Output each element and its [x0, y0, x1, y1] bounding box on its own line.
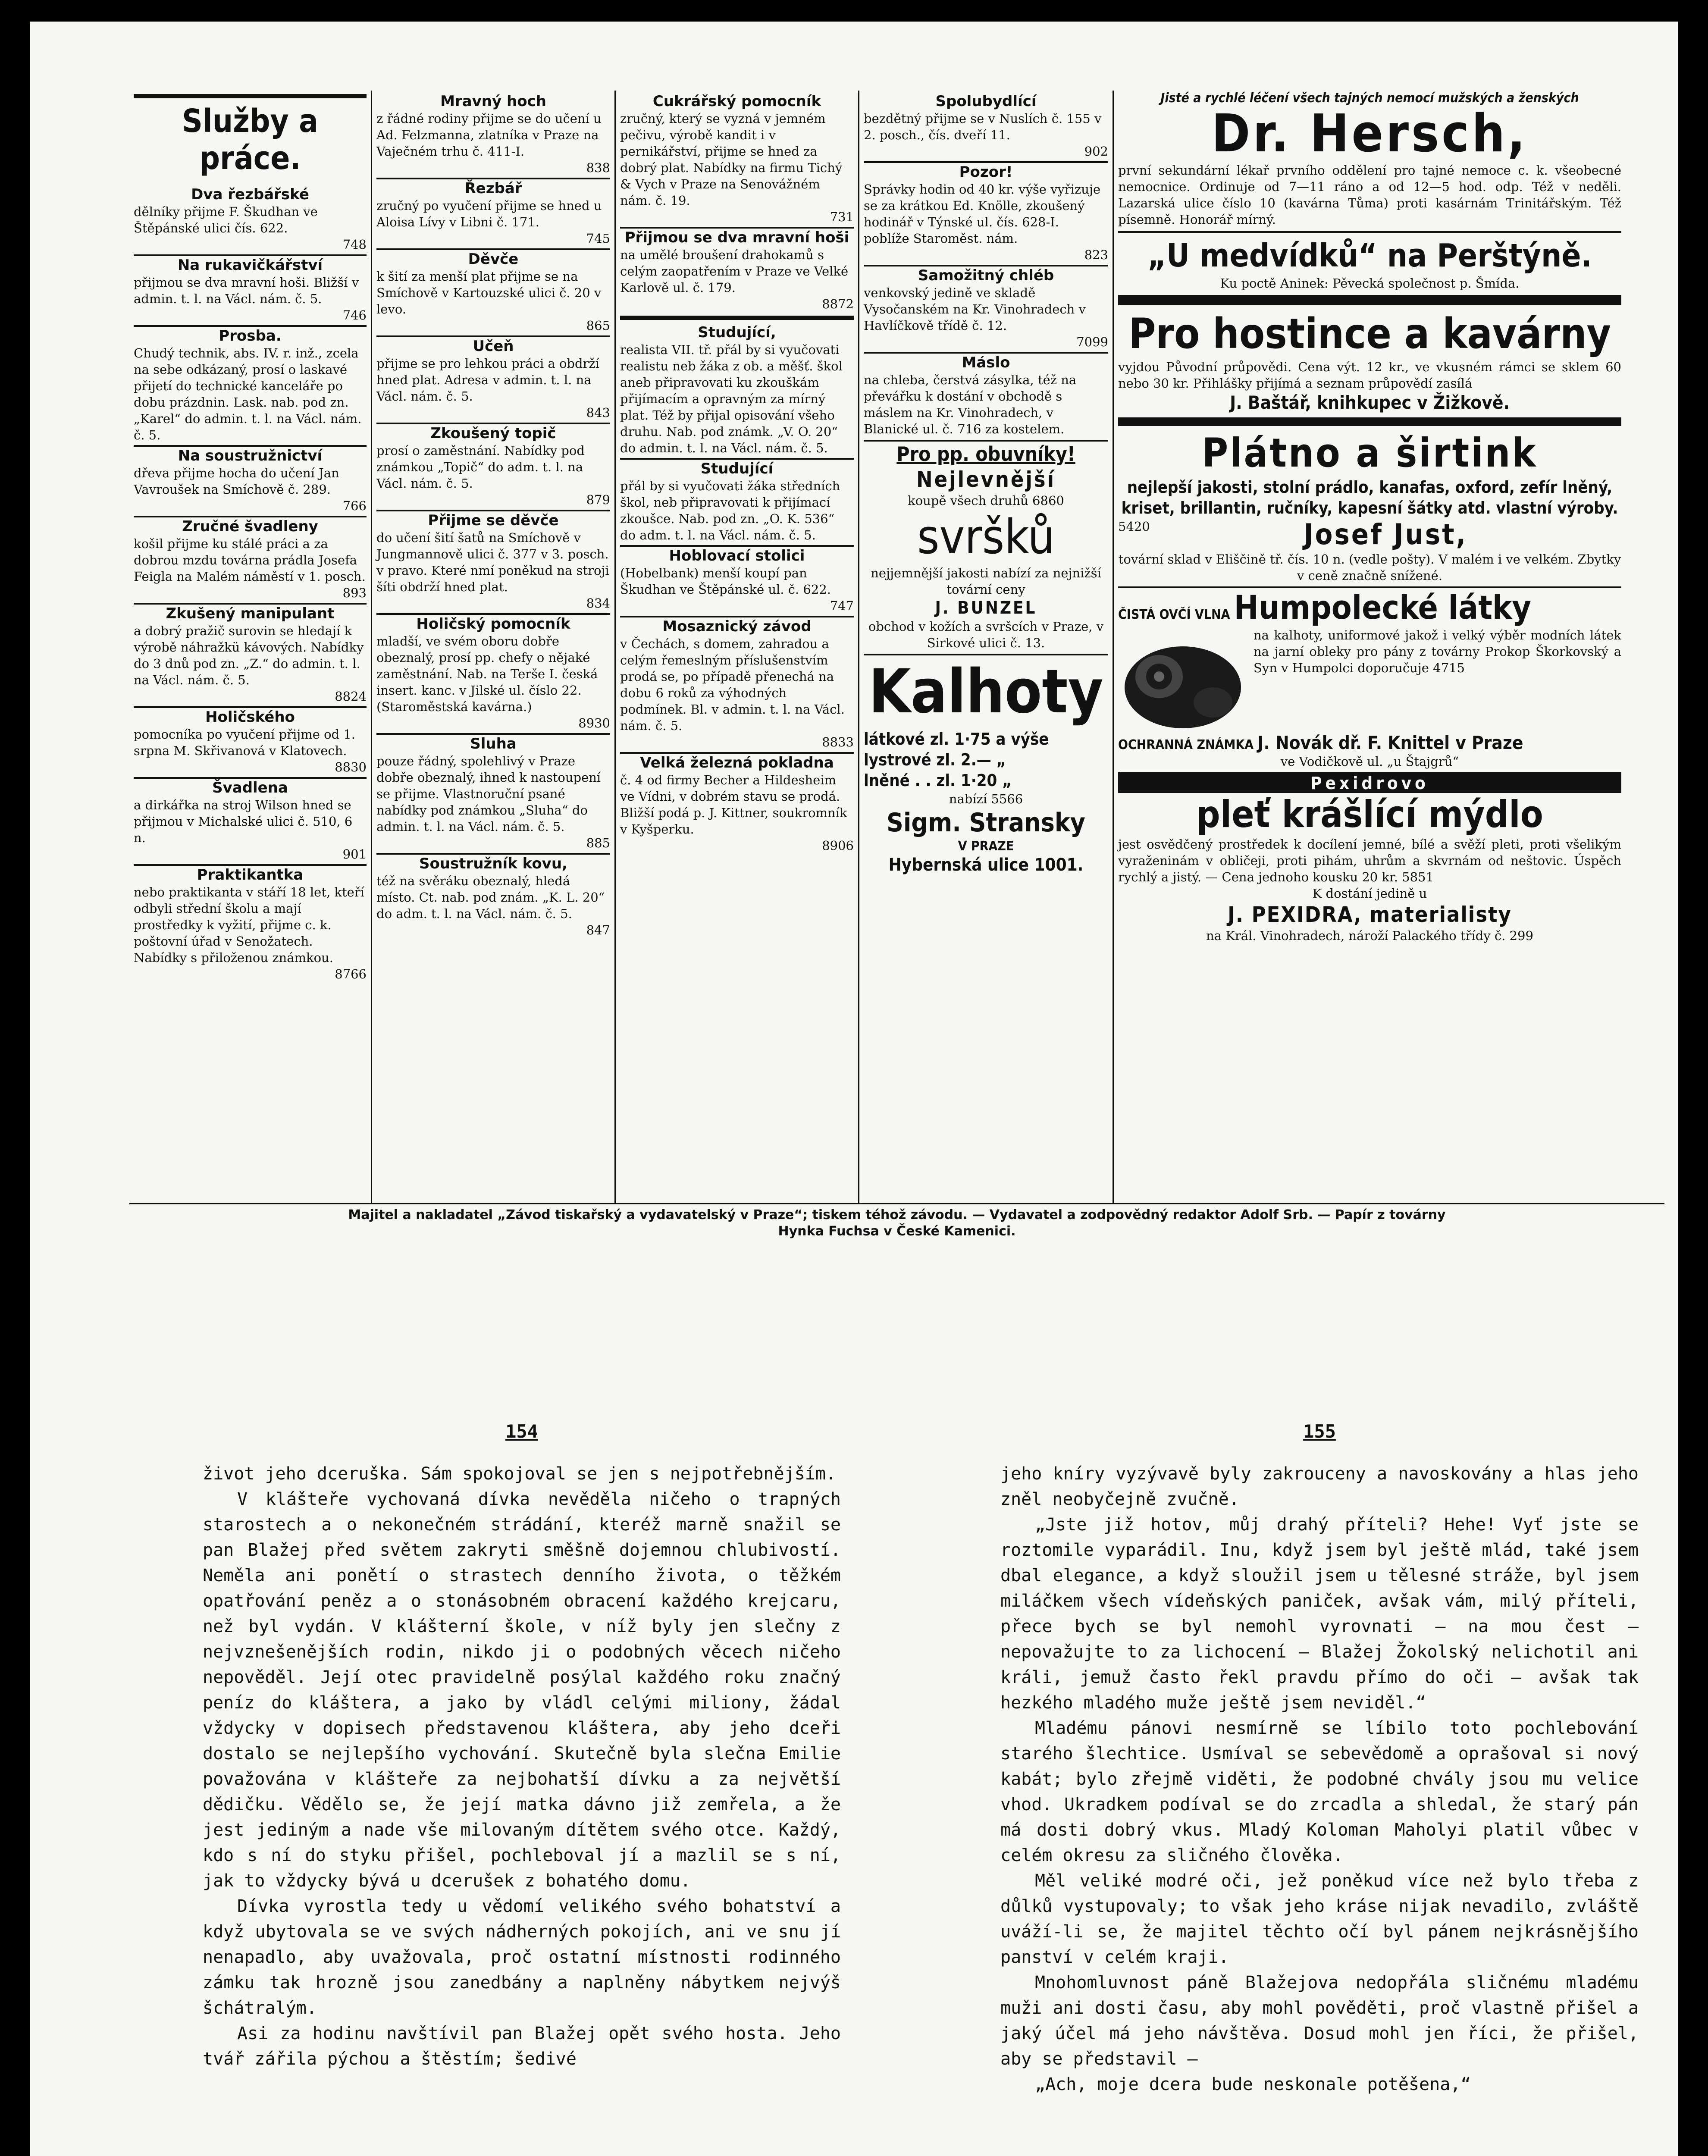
- ad-title: Zručné švadleny: [134, 516, 367, 536]
- ad-text: zručný po vyučení přijme se hned u Aloisa Lívy v Libni č. 171.: [376, 198, 602, 229]
- ad-title: Přijme se děvče: [376, 510, 610, 530]
- paragraph: jeho kníry vyzývavě byly zakrouceny a navoskovány a hlas jeho zněl neobyčejně zvučně.: [1000, 1464, 1639, 1509]
- ad-number: 8830: [335, 760, 367, 774]
- ad-text: tovární sklad v Eliščině tř. čís. 10 n. (vedle pošty). V malém i ve velkém. Zbytky v ceně značně snížené.: [1118, 552, 1621, 583]
- ad-block: [376, 248, 610, 334]
- ad-title: Praktikantka: [134, 864, 367, 884]
- ad-text: [1118, 836, 1621, 885]
- shoemaker-name: J. BUNZEL: [935, 598, 1037, 618]
- ad-text: též na svěráku obeznalý, hledá místo. Ct. nab. pod znám. „K. L. 20“ do adm. t. l. na Václ. nám. č. 5.: [376, 874, 605, 921]
- ad-title: Mravný hoch: [440, 93, 546, 110]
- ad-number: 823: [1084, 248, 1108, 262]
- ad-title: Na soustružnictví: [134, 445, 367, 465]
- ad-title: Prosba.: [134, 325, 367, 345]
- ad-title: Holičský pomocník: [376, 613, 610, 633]
- ad-title: Samožitný chléb: [864, 265, 1108, 285]
- ad-block: [376, 510, 610, 611]
- ad-number: 745: [586, 231, 610, 246]
- ad-text: do učení šití šatů na Smíchově v Jungmannově ulici č. 377 v 3. posch. v pravo. Které nmí poněkud na stroji šíti obdrží hned plat.: [376, 530, 609, 594]
- trousers-line: látkové zl. 1·75 a výše: [864, 730, 1049, 749]
- ad-number: 885: [586, 836, 610, 850]
- ad-block: [376, 853, 610, 938]
- trousers-ad: [864, 654, 1108, 875]
- ad-block: [376, 613, 610, 731]
- paragraph: Asi za hodinu navštívil pan Blažej opět svého hosta. Jeho tvář zářila pýchou a štěstím; šedivé: [203, 2024, 841, 2069]
- ad-text: nejlepší jakosti, stolní prádlo, kanafas, oxford, zefír lněný, kriset, brillantin, ručníky, kapesní šátky atd. vlastní výroby.: [1121, 478, 1618, 517]
- ad-text: a dirkářka na stroj Wilson hned se přijmou v Michalské ulici č. 510, 6 n.: [134, 798, 353, 845]
- ad-number: 7099: [1076, 335, 1108, 349]
- ad-block: [864, 161, 1108, 263]
- just-name: Josef Just,: [1304, 518, 1468, 551]
- ad-text: realista VII. tř. přál by si vyučovati realistu neb žáka z ob. a měšť. škol aneb připravovati ku zkouškám přijímacím a opravným za mírný plat. Též by přijal opisování všeho druhu. Nab. pod známk. „V. O. 20“ do admin. t. l. na Václ. nám. č. 5.: [620, 342, 843, 455]
- ad-text: pouze řádný, spolehlivý v Praze dobře obeznalý, ihned k nastoupení se přijme. Vlastnoruční psané nabídky pod známkou „Sluha“ do admin. t. l. na Václ. nám. č. 5.: [376, 754, 601, 834]
- paragraph: Dívka vyrostla tedy u vědomí velikého svého bohatství a když ubytovala se ve svých nádherných pokojích, ani ve snu jí nenapadlo, aby uvažovala, proč ostatní místnosti rodinného zámku tak hrozně jsou zanedbány a naplněny nábytkem nejvýš šchátralým.: [203, 1896, 841, 2018]
- trousers-offer: [864, 791, 1108, 807]
- ad-number: 8906: [822, 838, 854, 853]
- soap-text: jest osvědčený prostředek k docílení jemné, bílé a svěží pleti, proti všelikým vyraženinám v obličeji, proti pihám, uhrům a skvrnám od neštovic. Úspěch rychlý a jistý. — Cena jednoho kousku 20 kr.: [1118, 837, 1621, 884]
- ad-text: dřeva přijme hocha do učení Jan Vavroušek na Smíchově č. 289.: [134, 466, 339, 497]
- ad-title: Zkoušený topič: [376, 423, 610, 442]
- doctor-name: Dr. Hersch,: [1211, 104, 1528, 164]
- humpolec-text: na kalhoty, uniformové jakož i velký výběr modních látek na jarní obleky pro pány z továrny Prokop Škorkovský a Syn v Humpolci doporučuje: [1254, 628, 1621, 675]
- newspaper-footer: [129, 1203, 1664, 1240]
- ad-title: Na rukavičkářství: [134, 254, 367, 274]
- ad-block: [134, 864, 367, 982]
- ad-title: Hoblovací stolici: [620, 545, 854, 565]
- ad-number: 847: [586, 923, 610, 937]
- ad-title: Spolubydlící: [935, 93, 1037, 110]
- bear-inn-title: „U medvídků“ na Perštýně.: [1147, 237, 1592, 274]
- ad-title: Pozor!: [864, 161, 1108, 181]
- ad-text: obchod v kožích a svršcích v Praze, v Sirkové ulici č. 13.: [868, 619, 1104, 650]
- paragraph: „Jste již hotov, můj drahý příteli? Hehe! Vyť jste se roztomile vyparádil. Inu, když jsem byl ještě mlád, také jsem dbal elegance, a když sloužil jsem u tělesné stráže, byl jsem miláčkem všech vídeňských paniček, avšak vám, milý příteli, přece bych se byl nemohl vyrovnati — na mou čest — nepovažujte to za lichocení — Blažej Žokolský nelichotil ani králi, jemuž často řekl pravdu přímo do oči — avšak tak hezkého mladého muže ještě jsem neviděl.“: [1000, 1515, 1639, 1713]
- wool-label: ČISTÁ OVČÍ VLNA: [1118, 607, 1230, 622]
- ad-title: Přijmou se dva mravní hoši: [620, 227, 854, 247]
- ad-text: Chudý technik, abs. IV. r. inž., zcela na sebe odkázaný, prosí o laskavé přijetí do technické kanceláře po dobu prázdnin. Lask. nab. pod zn. „Karel“ do admin. t. l. na Václ. nám. č. 5.: [134, 346, 362, 442]
- ad-text: na Král. Vinohradech, nároží Palackého třídy č. 299: [1206, 928, 1533, 943]
- ad-block: [864, 265, 1108, 350]
- ad-title: Děvče: [376, 248, 610, 268]
- ad-number: 4715: [1433, 661, 1465, 675]
- ad-text: vyjdou Původní průpovědi. Cena výt. 12 kr., ve vkusném rámci se sklem 60 nebo 30 kr. Přihlášky přijímá a seznam průpovědí zasílá: [1118, 360, 1621, 391]
- trademark-line: [1118, 732, 1621, 753]
- ad-title: Sluha: [376, 733, 610, 753]
- ad-block: [620, 545, 854, 614]
- inns-title: Pro hostince a kavárny: [1128, 310, 1611, 358]
- ad-text: bezdětný přijme se v Nuslích č. 155 v 2. posch., čís. dveří 11.: [864, 111, 1102, 142]
- ad-block: [620, 616, 854, 750]
- ad-text: Ku poctě Aninek: Pěvecká společnost p. Šmída.: [1220, 276, 1520, 291]
- ad-text: zručný, který se vyzná v jemném pečivu, výrobě kandit i v pernikářství, přijme se hned za dobrý plat. Nabídky na firmu Tichý & Vych v Praze na Senovážném nám. č. 19.: [620, 111, 843, 208]
- shoemaker-sub2: [864, 492, 1108, 509]
- ad-text: (Hobelbank) menší koupí pan Škudhan ve Štěpánské ul. č. 622.: [620, 566, 831, 597]
- ad-text: venkovský jedině ve skladě Vysočanském na Kr. Vinohradech v Havlíčkově třídě č. 12.: [864, 285, 1086, 333]
- pexidra-name: J. PEXIDRA, materialisty: [1228, 902, 1512, 927]
- ad-title: Švadlena: [134, 777, 367, 797]
- ad-text: č. 4 od firmy Becher a Hildesheim ve Vídni, v dobrém stavu se prodá. Bližší podá p. J. Kittner, soukromník v Kyšperku.: [620, 773, 847, 837]
- ad-title: Řezbář: [376, 178, 610, 197]
- ad-block: [134, 603, 367, 705]
- ads-column-2: [371, 91, 614, 1203]
- ad-text: přijme se pro lehkou práci a obdrží hned plat. Adresa v admin. t. l. na Václ. nám. č. 5.: [376, 356, 599, 404]
- section-heading: Služby a práce.: [182, 103, 319, 177]
- ad-block: [376, 335, 610, 421]
- ad-number: 893: [342, 586, 367, 600]
- trousers-big: Kalhoty: [868, 657, 1103, 727]
- ad-text: první sekundární lékař prvního oddělení pro tajné nemoce c. k. všeobecné nemocnice. Ordinuje od 7—11 ráno a od 12—5 hod. odp. Též v neděli. Lazarská ulice číslo 10 (kavárna Tůma) proti kasárnám Trinitářským. Též písemně. Honorář mírný.: [1118, 163, 1621, 227]
- ad-number: 746: [342, 308, 367, 323]
- ad-block: [376, 423, 610, 508]
- ad-number: 766: [342, 498, 367, 513]
- ad-title: Velká železná pokladna: [620, 752, 854, 772]
- trousers-name: Sigm. Stransky: [887, 808, 1085, 838]
- just-line: [1118, 518, 1621, 551]
- ad-number: 843: [586, 405, 610, 420]
- ad-number: 8833: [822, 735, 854, 749]
- novak-name: J. Novák dř. F. Knittel v Praze: [1257, 732, 1523, 753]
- shoemaker-title: Pro pp. obuvníky!: [896, 442, 1075, 466]
- ad-title: Studující: [620, 458, 854, 478]
- ad-block: [376, 733, 610, 851]
- ad-text: mladší, ve svém oboru dobře obeznalý, prosí pp. chefy o nějaké zaměstnání. Nab. na Terše I. česká insert. kanc. v Jilské ul. číslo 22. (Staroměstská kavárna.): [376, 634, 598, 714]
- ads-column-3: [614, 91, 858, 1203]
- trademark-label: OCHRANNÁ ZNÁMKA: [1118, 737, 1254, 752]
- paragraph: Mnohomluvnost páně Blažejova nedopřála sličnému mladému muži ani dosti času, aby mohl pověděti, proč vlastně přišel a jaký účel má jeho návštěva. Dosud mohl jen říci, že přišel, aby se představil —: [1000, 1973, 1639, 2069]
- paragraph: „Ach, moje dcera bude neskonale potěšena,“: [1035, 2075, 1471, 2094]
- soap-title: pleť krášlící mýdlo: [1196, 793, 1543, 836]
- shoemaker-sub2-text: koupě všech druhů: [908, 493, 1028, 508]
- ad-block: [134, 706, 367, 775]
- trousers-address: Hybernská ulice 1001.: [888, 855, 1084, 875]
- ad-block: [620, 92, 854, 225]
- ad-number: 731: [830, 210, 854, 224]
- ad-number: 902: [1084, 144, 1108, 159]
- ad-number: 834: [586, 596, 610, 611]
- ad-title: Učeň: [376, 335, 610, 355]
- book-page-right: [1000, 1419, 1639, 2097]
- ad-block: [134, 185, 367, 253]
- ad-title: Studující,: [698, 324, 776, 341]
- paragraph: Měl veliké modré oči, jež poněkud více než bylo třeba z důlků vystupovaly; to však jeho kráse nijak nevadilo, zvláště uváží-li se, že majitel těchto očí byl pánem nejkrásnějšího panství v celém kraji.: [1000, 1871, 1639, 1967]
- ad-block: [134, 516, 367, 601]
- ad-number: 879: [586, 492, 610, 507]
- ad-text: nejjemnější jakosti nabízí za nejnižší tovární ceny: [871, 566, 1101, 597]
- ad-block: [134, 325, 367, 443]
- ad-text: přijmou se dva mravní hoši. Bližší v admin. t. l. na Václ. nám. č. 5.: [134, 275, 359, 306]
- soap-ad: [1118, 772, 1621, 944]
- ram-icon-svg: [1118, 627, 1247, 735]
- trousers-city: V PRAZE: [958, 839, 1014, 854]
- humpolec-title: Humpolecké látky: [1234, 588, 1531, 627]
- ads-column-1: [129, 91, 371, 1203]
- shoemaker-ad: [864, 440, 1108, 651]
- ad-text: na chleba, čerstvá zásylka, též na převářku k dostání v obchodě s máslem na Kr. Vinohradech, v Blanické ul. č. 716 za kostelem.: [864, 373, 1077, 436]
- column-top-rule: [134, 94, 367, 98]
- ad-block: [620, 458, 854, 543]
- column-rule: [1118, 231, 1621, 233]
- ad-number: 865: [586, 318, 610, 333]
- ad-number: 838: [586, 160, 610, 175]
- ad-title: Zkušený manipulant: [134, 603, 367, 623]
- ad-text: Správky hodin od 40 kr. výše vyřizuje se za krátkou Ed. Knölle, zkoušený hodinář v Týnské ul. čís. 628-I. poblíže Staroměst. nám.: [864, 182, 1101, 246]
- page-number: 154: [505, 1421, 538, 1442]
- column-rule: [1118, 417, 1621, 426]
- pexidrovo-banner: [1118, 774, 1621, 793]
- paragraph: Mladému pánovi nesmírně se líbilo toto pochlebování starého šlechtice. Usmíval se sebevědomě a oprašoval si nový kabát; bylo zřejmě viděti, že podobné chvály jsou mu velice vhod. Ukradkem podíval se do zrcadla a shledal, že starý pán má dosti dobrý vkus. Mladý Koloman Maholyi platil vůbec v celém okresu za sličného člověka.: [1000, 1718, 1639, 1865]
- ad-title: Soustružník kovu,: [376, 853, 610, 873]
- ram-icon: [1118, 627, 1247, 735]
- ad-block: [620, 752, 854, 854]
- pexidrovo-label: Pexidrovo: [1310, 774, 1429, 793]
- ad-text: na umělé broušení drahokamů s celým zaopatřením v Praze ve Velké Karlově ul. č. 179.: [620, 248, 849, 295]
- ad-title: Máslo: [864, 352, 1108, 372]
- shoemaker-sub: Nejlevnější: [916, 467, 1056, 492]
- ad-text: ve Vodičkově ul. „u Štajgrů“: [1280, 754, 1459, 769]
- doctor-top: Jisté a rychlé léčení všech tajných nemocí mužských a ženských: [1160, 91, 1579, 106]
- ad-number: 5851: [1402, 870, 1434, 884]
- ad-number: 8872: [822, 297, 854, 311]
- ad-block: [376, 92, 610, 176]
- ad-title: Holičského: [134, 706, 367, 726]
- ads-column-4: [858, 91, 1113, 1203]
- shoemaker-big: svršků: [917, 509, 1055, 564]
- ad-title: Cukrářský pomocník: [652, 93, 821, 110]
- ad-block: [620, 323, 854, 456]
- ad-block: [864, 92, 1108, 160]
- ad-text: pomocníka po vyučení přijme od 1. srpna M. Skřivanová v Klatovech.: [134, 727, 355, 758]
- ad-text: k šití za menší plat přijme se na Smíchově v Kartouzské ulici č. 20 v levo.: [376, 269, 602, 317]
- ad-block: [134, 445, 367, 514]
- humpolec-ad: [1118, 586, 1621, 770]
- book-page-left: [203, 1419, 841, 2072]
- ad-text: v Čechách, s domem, zahradou a celým řemeslným příslušenstvím prodá se, po případě přenechá na dobu 6 roků za výhodných podmínek. Bl. v admin. t. l. na Václ. nám. č. 5.: [620, 636, 845, 733]
- ad-number: 6860: [1032, 493, 1064, 508]
- ad-text: K dostání jedině u: [1312, 886, 1427, 901]
- ad-title: Mosaznický závod: [620, 616, 854, 636]
- ad-number: 8930: [578, 716, 610, 730]
- ad-number: 5566: [991, 792, 1023, 806]
- ad-block: [864, 352, 1108, 437]
- column-rule: [620, 316, 854, 320]
- humpolec-header: [1118, 588, 1621, 627]
- ad-number: 747: [830, 599, 854, 613]
- ad-text: a dobrý pražič surovin se hledají k výrobě náhražkü kávových. Nabídky do 3 dnů pod zn. „Z.“ do admin. t. l. na Václ. nám. č. 5.: [134, 624, 364, 687]
- ad-text: přál by si vyučovati žáka středních škol, neb připravovati k přijímací zkoušce. Nab. pod zn. „O. K. 536“ do adm. t. l. na Václ. nám. č. 5.: [620, 479, 840, 542]
- linen-title: Plátno a širtink: [1202, 430, 1538, 476]
- trousers-line: lystrové zl. 2.— „: [864, 750, 1006, 769]
- ad-number: 8824: [335, 689, 367, 704]
- page-number: 155: [1303, 1421, 1336, 1442]
- trousers-line: lněné . . zl. 1·20 „: [864, 771, 1012, 790]
- ad-number: 901: [342, 847, 367, 862]
- ad-block: [620, 227, 854, 312]
- ad-text: prosí o zaměstnání. Nabídky pod známkou „Topič“ do adm. t. l. na Václ. nám. č. 5.: [376, 443, 585, 491]
- ad-number: 5420: [1118, 519, 1150, 534]
- footer-line: Hynka Fuchsa v České Kamenici.: [778, 1224, 1016, 1239]
- ads-column-5: [1113, 91, 1626, 1203]
- ad-text: nebo praktikanta v stáří 18 let, kteří odbyli střední školu a mají prostředky k vyžití, přijme c. k. poštovní úřad v Senožatech. Nabídky s přiloženou známkou.: [134, 885, 364, 965]
- trousers-offer-text: nabízí: [949, 792, 987, 806]
- footer-line: Majitel a nakladatel „Závod tiskařský a vydavatelský v Praze“; tiskem téhož závodu. — Vydavatel a zodpovědný redaktor Adolf Srb. — Papír z továrny: [348, 1207, 1446, 1222]
- column-rule: [1118, 295, 1621, 305]
- ad-text: dělníky přijme F. Škudhan ve Štěpánské ulici čís. 622.: [134, 204, 318, 235]
- ad-text: košil přijme ku stálé práci a za dobrou mzdu továrna prádla Josefa Feigla na Malém náměstí v 1. posch.: [134, 536, 366, 584]
- ad-block: [376, 178, 610, 247]
- bookseller: J. Baštář, knihkupec v Žižkově.: [1230, 392, 1510, 413]
- paragraph: život jeho dceruška. Sám spokojoval se jen s nejpotřebnějším.: [203, 1464, 837, 1484]
- ad-block: [134, 777, 367, 862]
- paragraph: V klášteře vychovaná dívka nevěděla ničeho o trapných starostech a o nekonečném strádání, kteréž marně snažil se pan Blažej před světem zakryti směšně dojemnou chlubivostí. Neměla ani ponětí o strastech denního života, o těžkém opatřování peněz a o stonásobném obracení každého krejcaru, než byl vydán. V klášterní škole, v níž byly jen slečny z nejvznešenějších rodin, nikdo ji o podobných věcech ničeho nepověděl. Její otec pravidelně posýlal každého roku značný peníz do kláštera, a jako by vládl celými miliony, žádal vždycky v dopisech představenou kláštera, aby jeho dceři dostalo se nejlepšího vychování. Skutečně byla slečna Emilie považována v klášteře za nejbohatší dívku a za největší dědičku. Vědělo se, že její matka dávno již zemřela, a že jest jediným a nade vše milovaným dítětem svého otce. Každý, kdo s ní do styku přišel, pochleboval jí a mazlil se s ní, jak to vždycky bývá u dcerušek z bohatého domu.: [203, 1489, 841, 1891]
- ad-number: 8766: [335, 967, 367, 981]
- ad-block: [134, 254, 367, 323]
- ad-text: z řádné rodiny přijme se do učení u Ad. Felzmanna, zlatníka v Praze na Vaječném trhu č. 411-I.: [376, 111, 602, 159]
- ad-title: Dva řezbářské: [191, 186, 309, 203]
- ad-number: 748: [342, 237, 367, 252]
- newspaper-ads-section: [129, 91, 1664, 1255]
